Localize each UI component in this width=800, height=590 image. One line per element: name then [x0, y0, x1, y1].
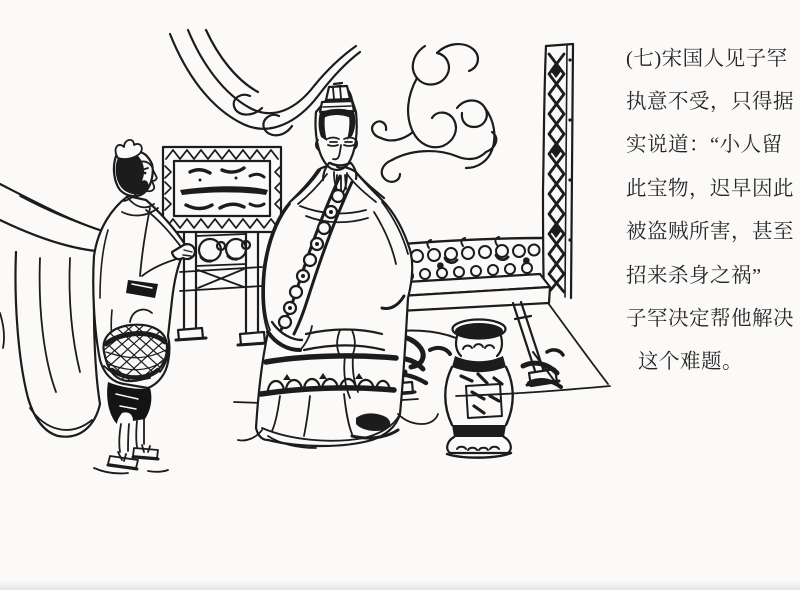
decorated-vase — [445, 320, 513, 458]
caption-line: 此宝物，迟早因此 — [626, 177, 794, 200]
patterned-pillar — [543, 44, 573, 298]
wall-scroll-ornament — [372, 44, 496, 182]
caption-line: 实说道：“小人留 — [626, 134, 783, 157]
caption-text-block — [626, 34, 798, 381]
caption-line: 执意不受，只得据 — [626, 91, 794, 114]
caption-line: 被盗贼所害，甚至 — [626, 221, 794, 244]
scan-edge-shadow — [0, 580, 800, 590]
caption-line: 招来杀身之祸” — [626, 264, 762, 287]
sandals — [108, 445, 158, 469]
caption-line: 这个难题。 — [638, 351, 743, 374]
caption-line: (七)宋国人见子罕 — [626, 47, 788, 70]
caption-line: 子罕决定帮他解决 — [626, 308, 794, 331]
